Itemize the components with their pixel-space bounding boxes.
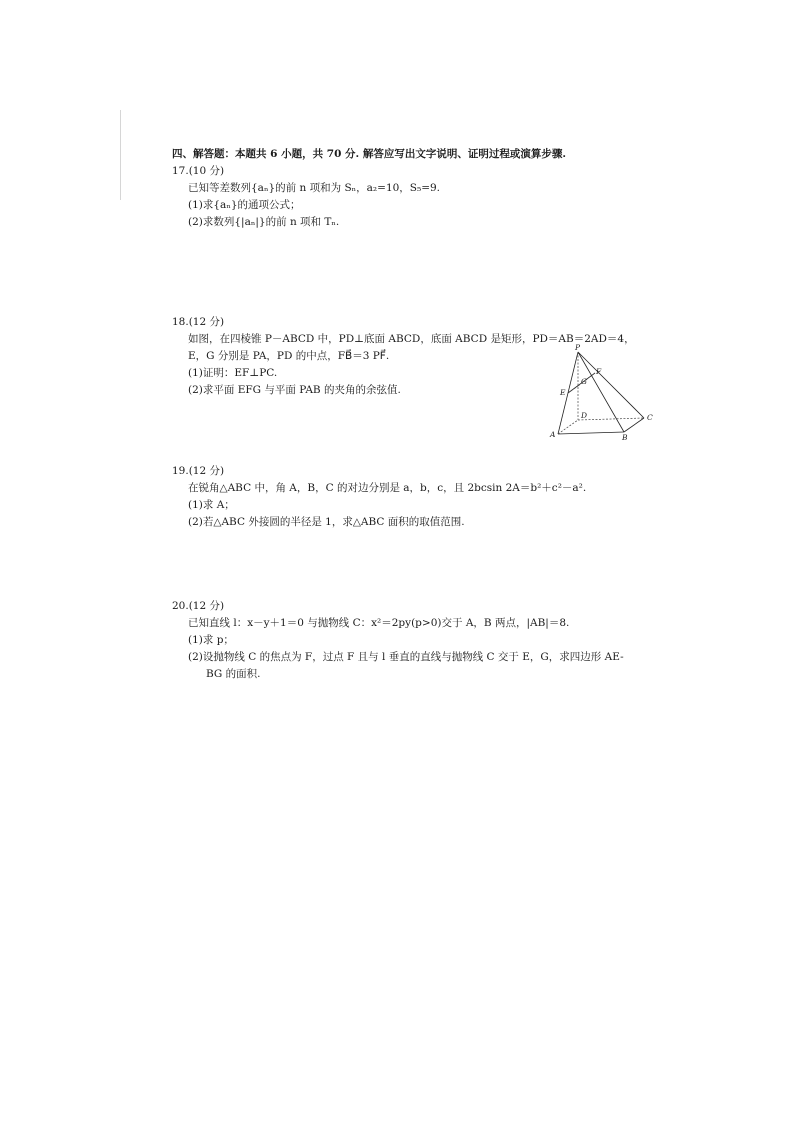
label-B: B bbox=[622, 433, 628, 440]
label-G: G bbox=[581, 377, 587, 386]
problem-stem: 已知等差数列{aₙ}的前 n 项和为 Sₙ，a₂=10，S₅=9. bbox=[188, 182, 441, 194]
label-E: E bbox=[560, 388, 566, 397]
problem-part-2: (2)求平面 EFG 与平面 PAB 的夹角的余弦值. bbox=[188, 384, 401, 396]
label-C: C bbox=[647, 413, 653, 422]
problem-number: 19.(12 分) bbox=[172, 465, 225, 477]
scan-edge-line bbox=[120, 110, 121, 200]
problem-18 bbox=[172, 314, 653, 440]
problem-part-2: (2)若△ABC 外接圆的半径是 1，求△ABC 面积的取值范围. bbox=[188, 516, 465, 528]
problem-part-2: (2)求数列{|aₙ|}的前 n 项和 Tₙ. bbox=[188, 216, 340, 228]
problem-17 bbox=[172, 163, 652, 231]
problem-part-1: (1)求{aₙ}的通项公式； bbox=[188, 199, 301, 211]
edge-PB bbox=[578, 352, 624, 432]
problem-part-2: (2)设抛物线 C 的焦点为 F，过点 F 且与 l 垂直的直线与抛物线 C 交于 E，G，求四边形 AE- bbox=[188, 651, 624, 663]
problem-part-1: (1)求 A； bbox=[188, 499, 235, 511]
problem-number: 17.(10 分) bbox=[172, 165, 225, 177]
problem-stem-line-2: E，G 分别是 PA，PD 的中点，FB⃗＝3 PF⃗. bbox=[188, 350, 390, 362]
label-A: A bbox=[550, 430, 556, 439]
section-heading: 四、解答题：本题共 6 小题，共 70 分. 解答应写出文字说明、证明过程或演算步骤. bbox=[172, 148, 567, 160]
problem-stem: 已知直线 l：x－y＋1＝0 与抛物线 C：x²＝2py(p>0)交于 A，B 两点，|AB|＝8. bbox=[188, 617, 570, 629]
pyramid-figure bbox=[548, 344, 658, 440]
label-D: D bbox=[581, 411, 588, 420]
problem-19 bbox=[172, 463, 652, 531]
label-F: F bbox=[596, 367, 602, 376]
edge-PC bbox=[578, 352, 644, 418]
pyramid-diagram bbox=[548, 344, 658, 440]
problem-20 bbox=[172, 598, 652, 683]
problem-stem-line-1: 如图，在四棱锥 P－ABCD 中，PD⊥底面 ABCD，底面 ABCD 是矩形，PD＝AB＝2AD＝4， bbox=[188, 333, 635, 345]
problem-part-2-continued: BG 的面积. bbox=[206, 668, 261, 680]
exam-page bbox=[172, 146, 652, 683]
edge-AB bbox=[558, 432, 624, 434]
label-P: P bbox=[575, 344, 581, 352]
problem-number: 20.(12 分) bbox=[172, 600, 225, 612]
edge-DC bbox=[578, 418, 644, 420]
problem-stem: 在锐角△ABC 中，角 A，B，C 的对边分别是 a，b，c，且 2bcsin 2A＝b²＋c²－a². bbox=[188, 482, 587, 494]
edge-BC bbox=[624, 418, 644, 432]
problem-number: 18.(12 分) bbox=[172, 316, 225, 328]
problem-part-1: (1)证明：EF⊥PC. bbox=[188, 367, 278, 379]
problem-part-1: (1)求 p； bbox=[188, 634, 234, 646]
